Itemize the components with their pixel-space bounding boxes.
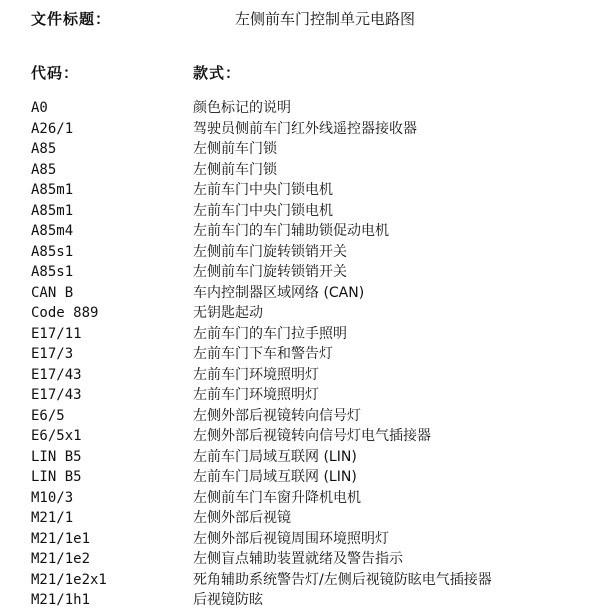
component-code: A85s1 <box>31 243 74 260</box>
component-code: A85 <box>31 141 57 157</box>
component-description: 颜色标记的说明 <box>193 100 291 116</box>
component-description: 左前车门中央门锁电机 <box>193 182 333 198</box>
table-header <box>31 62 591 84</box>
component-code: M21/1e1 <box>31 530 91 547</box>
document-title-row <box>31 8 591 30</box>
table-row <box>31 488 601 509</box>
table-row <box>31 180 601 201</box>
component-code: A26/1 <box>31 120 74 137</box>
table-row <box>31 365 601 386</box>
table-row <box>31 549 601 570</box>
table-row <box>31 324 601 345</box>
component-description: 车内控制器区域网络 (CAN) <box>193 284 365 301</box>
component-description: 左侧前车门锁 <box>193 161 277 178</box>
component-description: 左前车门局域互联网 (LIN) <box>193 469 357 485</box>
table-row <box>31 221 601 242</box>
table-row <box>31 426 601 447</box>
component-description: 左侧前车门旋转锁销开关 <box>193 264 347 280</box>
component-code: A85s1 <box>31 264 74 280</box>
table-row <box>31 447 601 468</box>
table-row <box>31 119 601 140</box>
table-row <box>31 529 601 550</box>
component-code: LIN B5 <box>31 448 82 465</box>
component-code: LIN B5 <box>31 469 82 485</box>
component-code: A0 <box>31 100 48 116</box>
component-code: A85 <box>31 161 57 178</box>
component-description: 左前车门中央门锁电机 <box>193 202 333 219</box>
table-row <box>31 262 601 283</box>
component-description: 左侧前车门车窗升降机电机 <box>193 489 361 506</box>
component-description: 左侧外部后视镜转向信号灯 <box>193 407 361 424</box>
component-code: E6/5 <box>31 407 65 424</box>
component-code: M21/1 <box>31 510 74 526</box>
component-code: A85m1 <box>31 182 74 198</box>
table-row <box>31 139 601 160</box>
table-row <box>31 508 601 529</box>
component-description: 驾驶员侧前车门红外线遥控器接收器 <box>193 120 417 137</box>
table-row <box>31 303 601 324</box>
component-code: Code 889 <box>31 305 99 321</box>
component-code: M21/1e2x1 <box>31 571 107 588</box>
column-header-description: 款式： <box>193 64 242 82</box>
component-code: M21/1h1 <box>31 592 91 608</box>
component-description: 左前车门局域互联网 (LIN) <box>193 448 357 465</box>
component-code: E17/43 <box>31 387 82 403</box>
component-description: 左前车门环境照明灯 <box>193 366 319 383</box>
component-description: 无钥匙起动 <box>193 305 263 321</box>
table-row <box>31 160 601 181</box>
component-code: E17/43 <box>31 366 82 383</box>
table-row <box>31 570 601 591</box>
component-code: A85m4 <box>31 223 74 239</box>
component-code: E17/3 <box>31 346 74 362</box>
component-description: 左前车门的车门辅助锁促动电机 <box>193 223 389 239</box>
component-description: 左前车门下车和警告灯 <box>193 346 333 362</box>
component-description: 左侧盲点辅助装置就绪及警告指示 <box>193 551 403 567</box>
component-code: M21/1e2 <box>31 551 91 567</box>
component-description: 左侧外部后视镜周围环境照明灯 <box>193 530 389 547</box>
component-description: 左前车门的车门拉手照明 <box>193 325 347 342</box>
table-row <box>31 242 601 263</box>
component-description: 死角辅助系统警告灯/左侧后视镜防眩电气插接器 <box>193 571 492 588</box>
document-title-value: 左侧前车门控制单元电路图 <box>235 10 416 28</box>
component-code: CAN B <box>31 284 74 301</box>
component-code: E17/11 <box>31 325 82 342</box>
table-row <box>31 344 601 365</box>
component-description: 左侧前车门旋转锁销开关 <box>193 243 347 260</box>
document-title-label: 文件标题： <box>31 10 112 28</box>
component-code: M10/3 <box>31 489 74 506</box>
table-row <box>31 590 601 611</box>
component-code: E6/5x1 <box>31 428 82 444</box>
table-row <box>31 385 601 406</box>
table-row <box>31 283 601 304</box>
table-row <box>31 406 601 427</box>
table-row <box>31 467 601 488</box>
component-description: 左侧外部后视镜 <box>193 510 291 526</box>
component-code: A85m1 <box>31 202 74 219</box>
component-description: 左侧外部后视镜转向信号灯电气插接器 <box>193 428 431 444</box>
table-row <box>31 98 601 119</box>
component-description: 左前车门环境照明灯 <box>193 387 319 403</box>
column-header-code: 代码： <box>31 64 80 82</box>
component-list <box>31 98 601 611</box>
component-description: 后视镜防眩 <box>193 592 263 608</box>
table-row <box>31 201 601 222</box>
component-description: 左侧前车门锁 <box>193 141 277 157</box>
